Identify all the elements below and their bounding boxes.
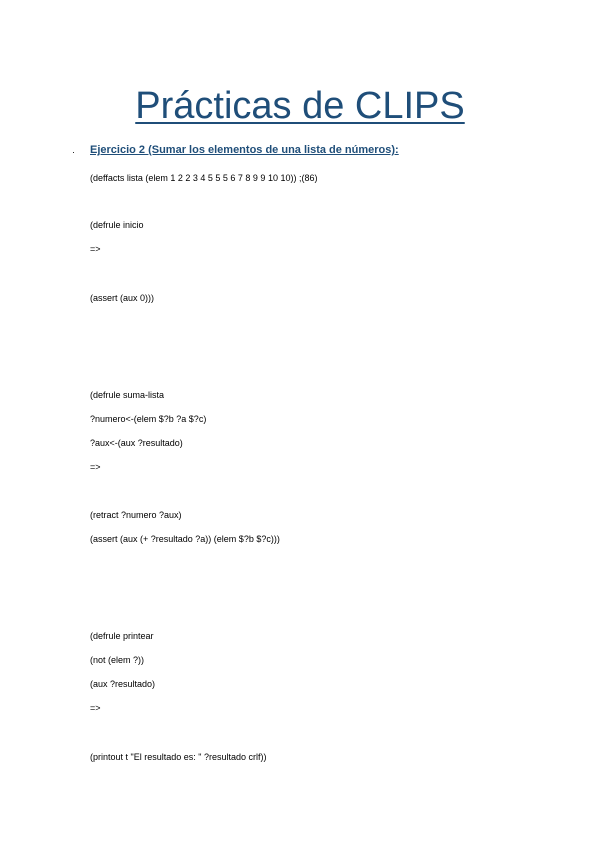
code-line-aux: ?aux<-(aux ?resultado) [90,438,183,448]
code-line-arrow: => [90,244,101,254]
code-line-arrow: => [90,462,101,472]
code-line-defrule-printear: (defrule printear [90,631,154,641]
code-line-aux-resultado: (aux ?resultado) [90,679,156,689]
page-title: Prácticas de CLIPS [135,85,465,127]
exercise-heading: Ejercicio 2 (Sumar los elementos de una lista de números): [90,144,399,156]
list-bullet: · [72,147,75,157]
code-line-defrule-suma: (defrule suma-lista [90,390,165,400]
code-line-arrow: => [90,703,101,713]
code-line-retract: (retract ?numero ?aux) [90,510,182,520]
code-line-numero: ?numero<-(elem $?b ?a $?c) [90,414,207,424]
code-line-printout: (printout t "El resultado es: " ?resultado crlf)) [90,752,267,762]
code-line-assert-aux: (assert (aux 0))) [90,293,155,303]
code-line-assert-sum: (assert (aux (+ ?resultado ?a)) (elem $?b $?c))) [90,534,280,544]
code-line-defrule-inicio: (defrule inicio [90,220,144,230]
code-line-deffacts: (deffacts lista (elem 1 2 2 3 4 5 5 5 6 7 8 9 9 10 10)) ;(86) [90,173,318,183]
code-line-not-elem: (not (elem ?)) [90,655,145,665]
